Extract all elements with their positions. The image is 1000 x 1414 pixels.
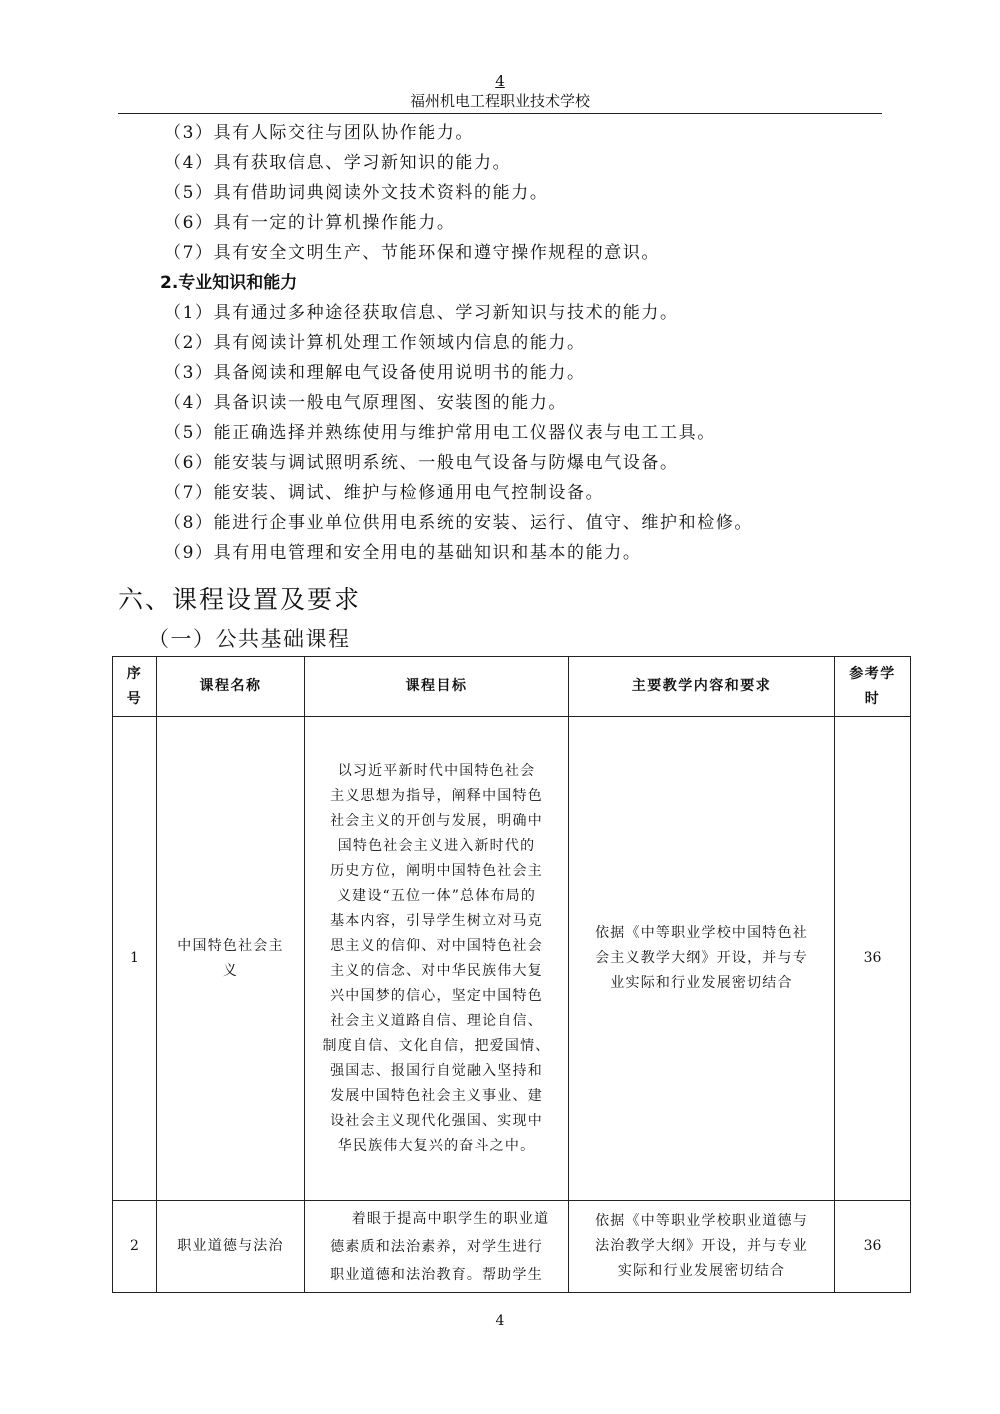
header-seq-line: 号 xyxy=(126,690,143,707)
content-line: 实际和行业发展密切结合 xyxy=(617,1263,786,1279)
goal-line: 主义思想为指导，阐释中国特色 xyxy=(330,787,543,804)
header-name: 课程名称 xyxy=(157,657,305,717)
content-line: 业实际和行业发展密切结合 xyxy=(610,975,793,991)
section-title: 六、课程设置及要求 xyxy=(118,585,362,614)
list-item: （5）能正确选择并熟练使用与维护常用电工仪器仪表与电工工具。 xyxy=(164,423,716,443)
goal-line: 强国志、报国行自觉融入坚持和 xyxy=(330,1062,543,1079)
cell-content xyxy=(569,1201,835,1293)
cell-name-line: 义 xyxy=(222,962,239,979)
goal-line: 着眼于提高中职学生的职业道 xyxy=(351,1210,550,1227)
list-item: （2）具有阅读计算机处理工作领域内信息的能力。 xyxy=(164,333,586,353)
cell-goal xyxy=(305,717,569,1201)
goal-line: 历史方位，阐明中国特色社会主 xyxy=(330,862,543,879)
cell-goal xyxy=(305,1201,569,1293)
content-line: 依据《中等职业学校中国特色社 xyxy=(595,925,808,941)
content-line: 会主义教学大纲》开设，并与专 xyxy=(595,950,808,966)
goal-line: 德素质和法治素养，对学生进行 xyxy=(330,1238,543,1255)
professional-heading: 2.专业知识和能力 xyxy=(160,273,298,293)
cell-hours: 36 xyxy=(835,717,911,1201)
cell-name-line: 职业道德与法治 xyxy=(177,1238,284,1254)
content-line: 法治教学大纲》开设，并与专业 xyxy=(595,1238,808,1254)
header-hours-line: 时 xyxy=(864,690,881,707)
list-item: （7）能安装、调试、维护与检修通用电气控制设备。 xyxy=(164,483,605,503)
cell-name xyxy=(157,1201,305,1293)
goal-line: 思主义的信仰、对中国特色社会 xyxy=(330,937,543,954)
header-rule xyxy=(118,113,882,114)
cell-name xyxy=(157,717,305,1201)
page-header-number: 4 xyxy=(495,72,505,90)
list-item: （9）具有用电管理和安全用电的基础知识和基本的能力。 xyxy=(164,543,642,563)
list-item: （6）能安装与调试照明系统、一般电气设备与防爆电气设备。 xyxy=(164,453,679,473)
subsection-title: （一）公共基础课程 xyxy=(148,627,351,651)
list-item: （7）具有安全文明生产、节能环保和遵守操作规程的意识。 xyxy=(164,243,661,263)
page-header-school: 福州机电工程职业技术学校 xyxy=(409,92,590,110)
cell-seq: 2 xyxy=(113,1201,157,1293)
page-footer-number: 4 xyxy=(495,1313,505,1329)
cell-name-line: 中国特色社会主 xyxy=(177,937,284,954)
list-item: （8）能进行企事业单位供用电系统的安装、运行、值守、维护和检修。 xyxy=(164,513,754,533)
goal-line: 发展中国特色社会主义事业、建 xyxy=(330,1087,543,1104)
list-item: （1）具有通过多种途径获取信息、学习新知识与技术的能力。 xyxy=(164,303,679,323)
table-row xyxy=(113,717,911,1201)
cell-content xyxy=(569,717,835,1201)
header-content: 主要教学内容和要求 xyxy=(569,657,835,717)
goal-line: 以习近平新时代中国特色社会 xyxy=(337,762,536,779)
list-item: （3）具备阅读和理解电气设备使用说明书的能力。 xyxy=(164,363,586,383)
course-table xyxy=(112,656,911,1293)
list-item: （3）具有人际交往与团队协作能力。 xyxy=(164,123,475,143)
header-seq xyxy=(113,657,157,717)
goal-line: 职业道德和法治教育。帮助学生 xyxy=(330,1266,543,1283)
goal-line: 制度自信、文化自信，把爱国情、 xyxy=(322,1037,551,1054)
content-line: 依据《中等职业学校职业道德与 xyxy=(595,1213,808,1229)
goal-line: 社会主义的开创与发展，明确中 xyxy=(330,812,543,829)
goal-line: 主义的信念、对中华民族伟大复 xyxy=(330,962,543,979)
goal-line: 基本内容，引导学生树立对马克 xyxy=(330,912,543,929)
header-hours-line: 参考学 xyxy=(849,665,896,682)
list-item: （5）具有借助词典阅读外文技术资料的能力。 xyxy=(164,183,549,203)
goal-line: 设社会主义现代化强国、实现中 xyxy=(330,1112,543,1129)
table-row xyxy=(113,1201,911,1293)
list-item: （4）具备识读一般电气原理图、安装图的能力。 xyxy=(164,393,568,413)
cell-hours: 36 xyxy=(835,1201,911,1293)
goal-line: 国特色社会主义进入新时代的 xyxy=(337,837,536,854)
goal-line: 兴中国梦的信心，坚定中国特色 xyxy=(330,987,543,1004)
goal-line: 义建设“五位一体”总体布局的 xyxy=(336,887,537,904)
cell-seq: 1 xyxy=(113,717,157,1201)
header-hours xyxy=(835,657,911,717)
header-seq-line: 序 xyxy=(126,665,143,682)
goal-line: 社会主义道路自信、理论自信、 xyxy=(330,1012,543,1029)
table-header-row xyxy=(113,657,911,717)
goal-line: 华民族伟大复兴的奋斗之中。 xyxy=(337,1137,536,1154)
list-item: （6）具有一定的计算机操作能力。 xyxy=(164,213,456,233)
header-goal: 课程目标 xyxy=(305,657,569,717)
list-item: （4）具有获取信息、学习新知识的能力。 xyxy=(164,153,512,173)
